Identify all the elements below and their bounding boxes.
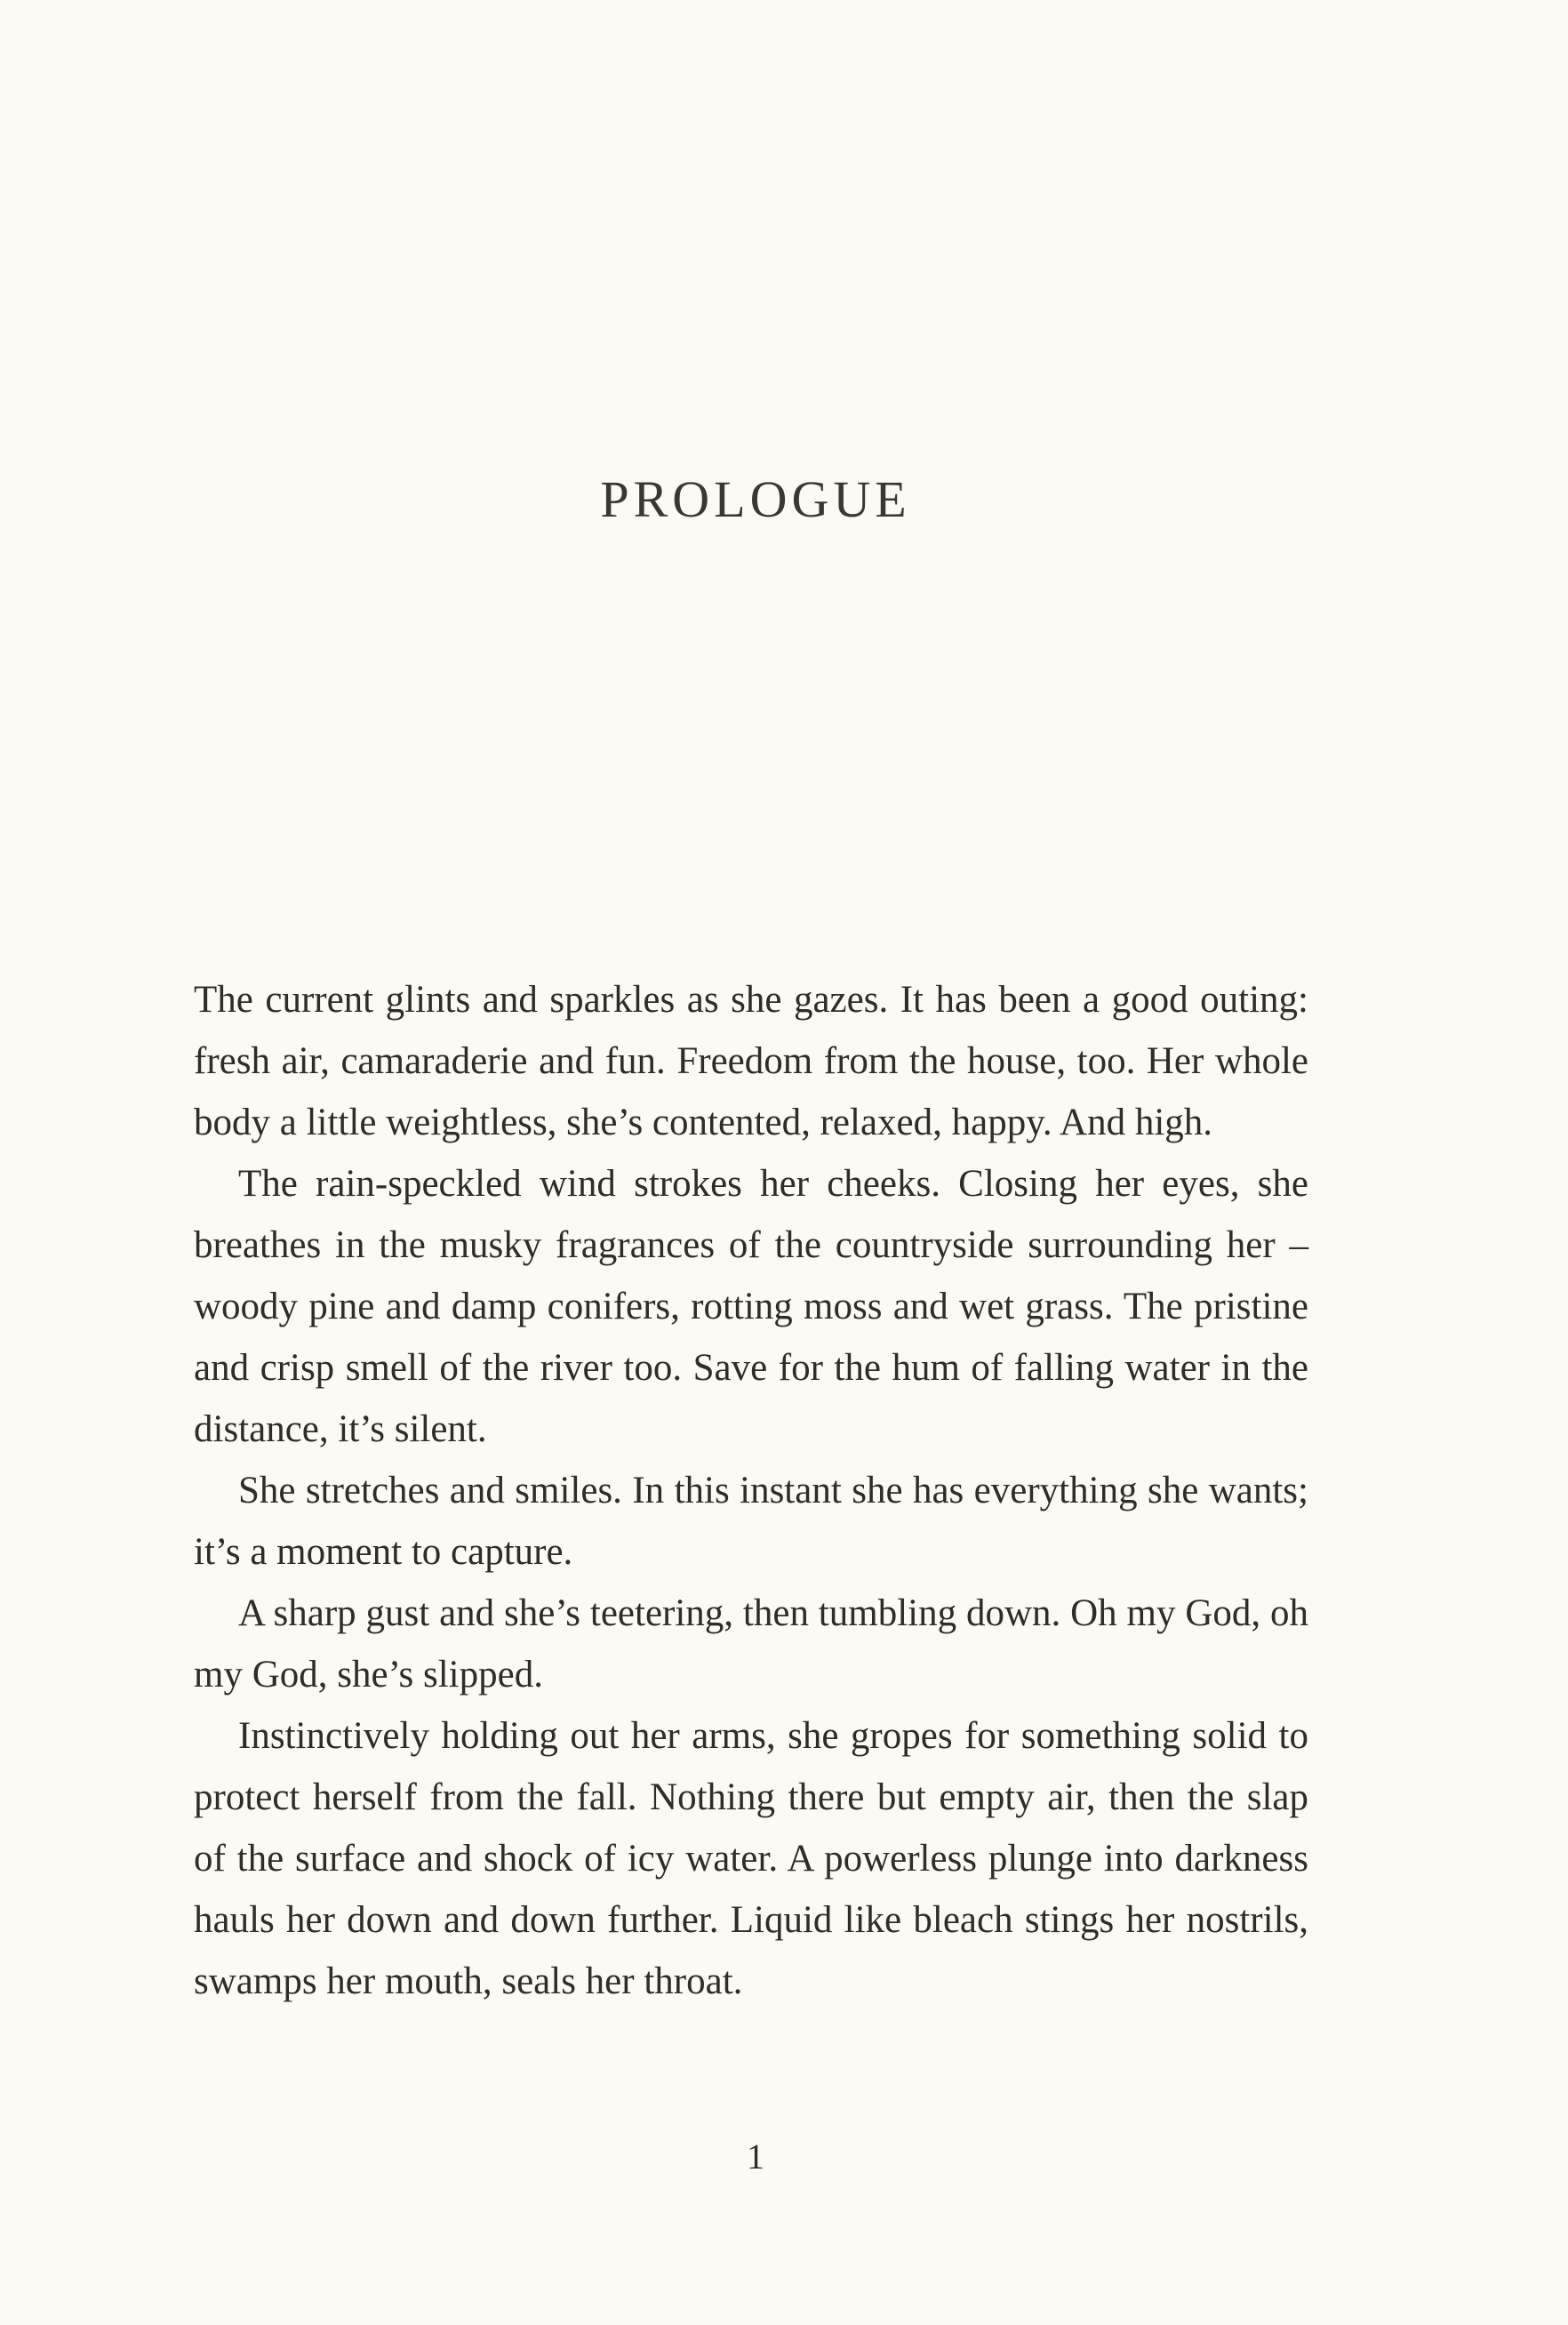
page-number: 1: [747, 2137, 764, 2177]
paragraph: She stretches and smiles. In this instant she has everything she wants; it’s a moment to capture.: [194, 1470, 1308, 1573]
chapter-body: [194, 969, 1308, 2012]
paragraph: A sharp gust and she’s teetering, then tumbling down. Oh my God, oh my God, she’s slipped.: [194, 1592, 1308, 1696]
paragraph: The current glints and sparkles as she gazes. It has been a good outing: fresh air, camaraderie and fun. Freedom from the house, too. Her whole body a little weightless, she’s contented, relaxed, happy. And high.: [194, 979, 1308, 1143]
paragraph: Instinctively holding out her arms, she gropes for something solid to protect herself from the fall. Nothing there but empty air, then the slap of the surface and shock of icy water. A powerless plunge into darkness hauls her down and down further. Liquid like bleach stings her nostrils, swamps her mouth, seals her throat.: [194, 1715, 1308, 2002]
chapter-title: PROLOGUE: [600, 470, 911, 528]
paragraph: The rain-speckled wind strokes her cheeks. Closing her eyes, she breathes in the musky fragrances of the countryside surrounding her – woody pine and damp conifers, rotting moss and wet grass. The pristine and crisp smell of the river too. Save for the hum of falling water in the distance, it’s silent.: [194, 1163, 1308, 1450]
